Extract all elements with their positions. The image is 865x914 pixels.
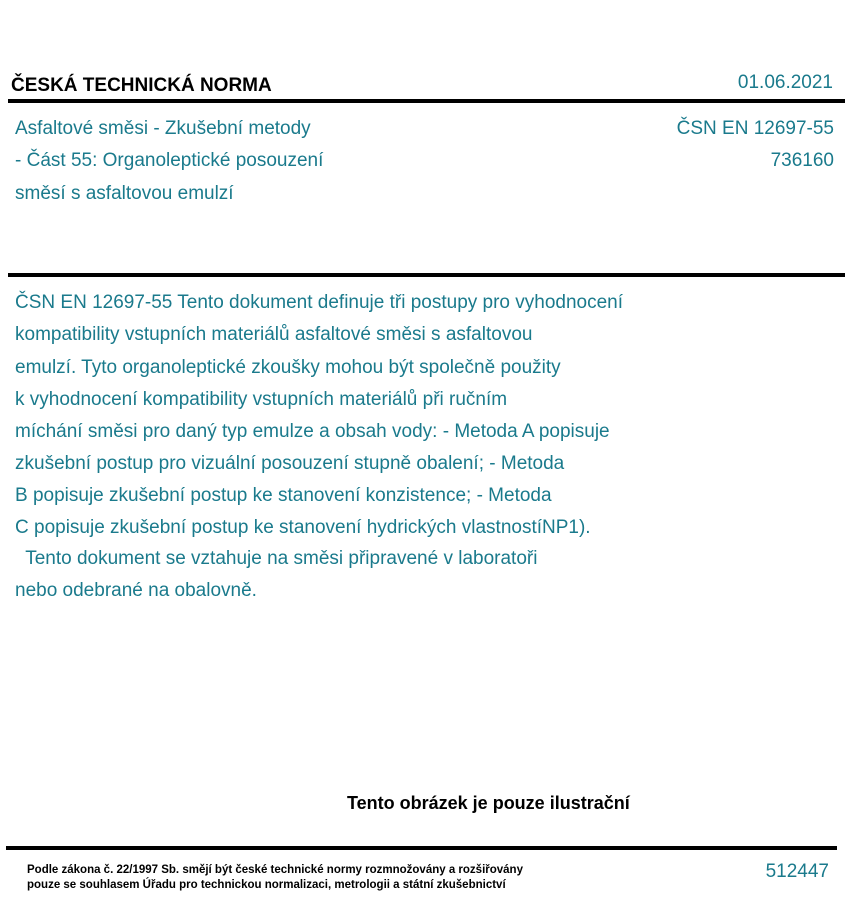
abstract-line: emulzí. Tyto organoleptické zkoušky mohou být společně použity [15, 357, 561, 378]
abstract-line: B popisuje zkušební postup ke stanovení konzistence; - Metoda [15, 485, 552, 506]
standard-title-line-2: - Část 55: Organoleptické posouzení [15, 150, 324, 171]
document-number: 512447 [765, 861, 829, 882]
header-divider [8, 99, 845, 103]
abstract-line: zkušební postup pro vizuální posouzení stupně obalení; - Metoda [15, 453, 565, 474]
title-divider [8, 273, 845, 277]
document-type-heading: ČESKÁ TECHNICKÁ NORMA [11, 75, 272, 96]
footer-divider [6, 846, 837, 850]
abstract-line: míchání směsi pro daný typ emulze a obsah vody: - Metoda A popisuje [15, 421, 610, 442]
standard-code: ČSN EN 12697-55 [676, 118, 834, 139]
publication-date: 01.06.2021 [737, 72, 833, 93]
abstract-line: k vyhodnocení kompatibility vstupních materiálů při ručním [15, 389, 508, 410]
legal-notice-line-2: pouze se souhlasem Úřadu pro technickou normalizaci, metrologii a státní zkušebnictví [27, 879, 506, 891]
legal-notice-line-1: Podle zákona č. 22/1997 Sb. smějí být české technické normy rozmnožovány a rozšiřovány [27, 864, 523, 876]
illustration-note: Tento obrázek je pouze ilustrační [347, 793, 630, 813]
abstract-line: nebo odebrané na obalovně. [15, 580, 257, 601]
abstract-line: C popisuje zkušební postup ke stanovení hydrických vlastnostíNP1). [15, 517, 591, 538]
standard-title-line-3: směsí s asfaltovou emulzí [15, 183, 234, 204]
abstract-line: kompatibility vstupních materiálů asfaltové směsi s asfaltovou [15, 324, 533, 345]
standard-title-line-1: Asfaltové směsi - Zkušební metody [15, 118, 311, 139]
abstract-line: Tento dokument se vztahuje na směsi připravené v laboratoři [15, 548, 538, 569]
abstract-line: ČSN EN 12697-55 Tento dokument definuje tři postupy pro vyhodnocení [15, 292, 624, 313]
classification-number: 736160 [770, 150, 834, 171]
